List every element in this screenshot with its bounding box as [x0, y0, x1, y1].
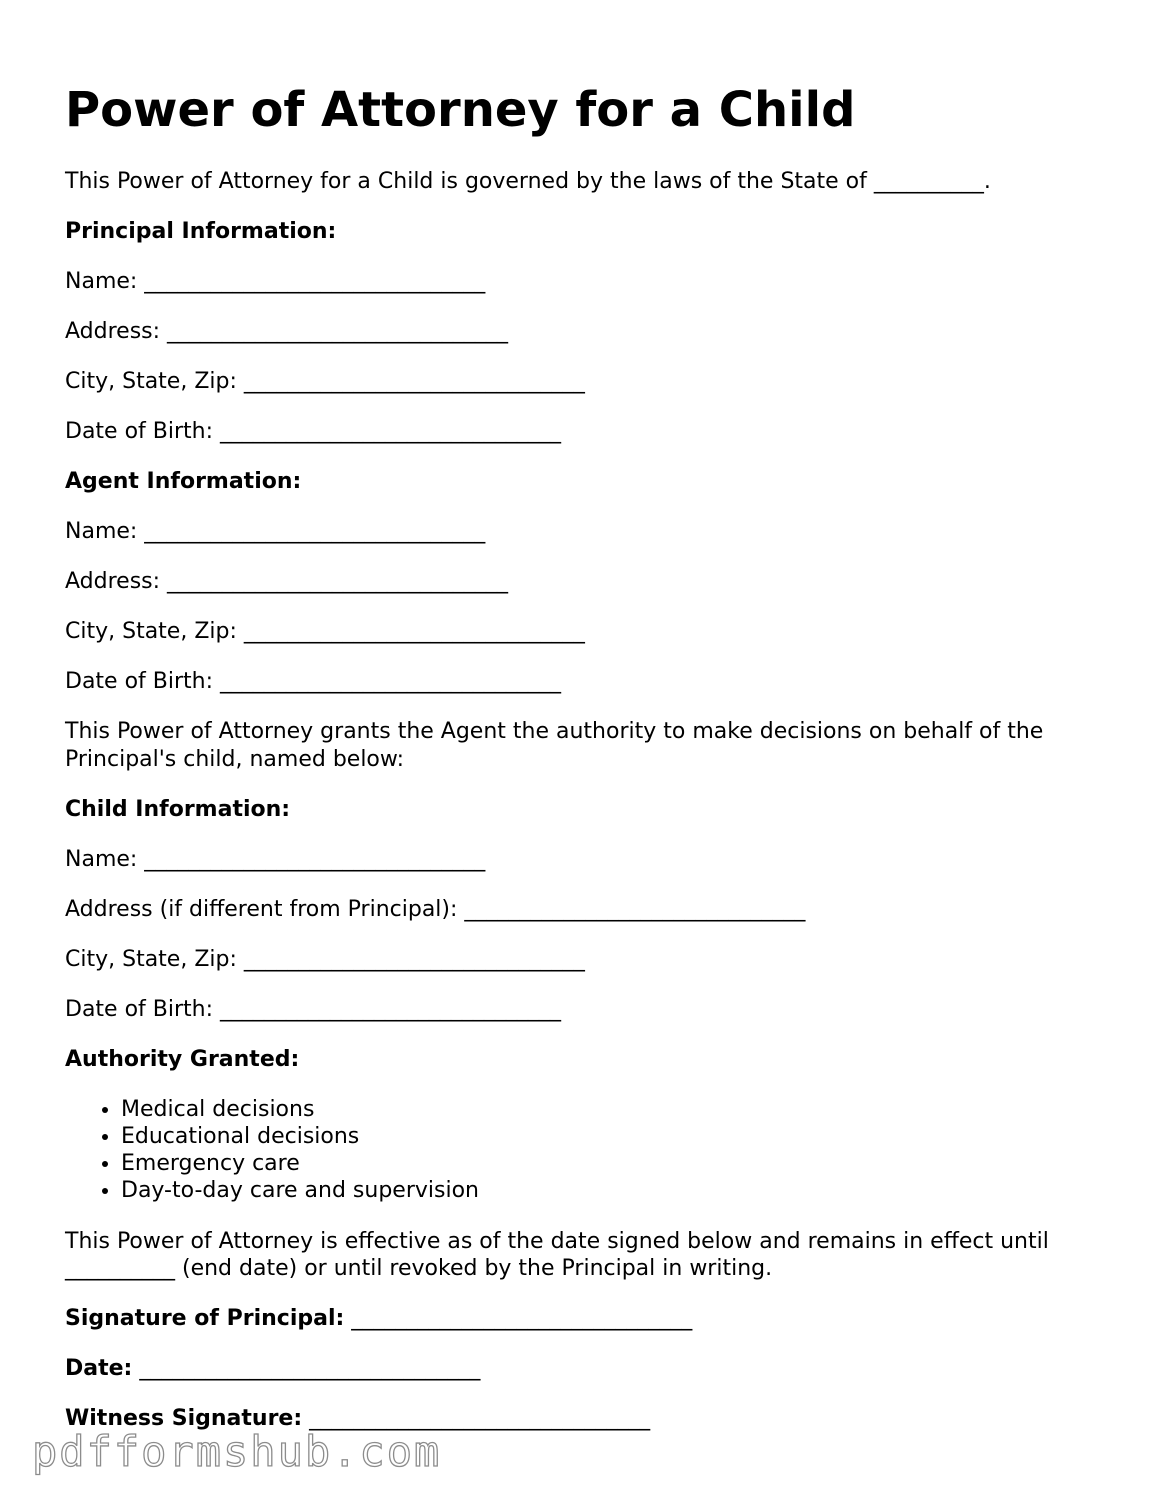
list-item: • Day-to-day care and supervision — [121, 1177, 479, 1204]
principal-heading: Principal Information: — [65, 219, 337, 244]
authority-list — [65, 1096, 479, 1204]
agent-address-field: Address: _______________________________ — [65, 569, 509, 594]
effective-text-line-2: __________ (end date) or until revoked by the Principal in writing. — [65, 1256, 773, 1281]
principal-city-state-zip-field: City, State, Zip: _______________________________ — [65, 369, 585, 394]
authority-heading: Authority Granted: — [65, 1047, 300, 1072]
witness-signature-line: _______________________________ — [309, 1406, 651, 1431]
date-label: Date: — [65, 1356, 133, 1381]
child-heading: Child Information: — [65, 797, 291, 822]
effective-text-line-1: This Power of Attorney is effective as of the date signed below and remains in effect until — [65, 1229, 1049, 1254]
grant-text-line-1: This Power of Attorney grants the Agent the authority to make decisions on behalf of the — [65, 719, 1044, 744]
grant-text-line-2: Principal's child, named below: — [65, 747, 405, 772]
list-item: • Medical decisions — [121, 1096, 479, 1123]
agent-dob-field: Date of Birth: _______________________________ — [65, 669, 561, 694]
page-title: Power of Attorney for a Child — [65, 82, 856, 138]
date-line: _______________________________ — [139, 1356, 481, 1381]
child-city-state-zip-field: City, State, Zip: _______________________________ — [65, 947, 585, 972]
child-dob-field: Date of Birth: _______________________________ — [65, 997, 561, 1022]
date-field — [65, 1355, 480, 1382]
agent-name-field: Name: _______________________________ — [65, 519, 486, 544]
witness-signature-label: Witness Signature: — [65, 1406, 303, 1431]
child-name-field: Name: _______________________________ — [65, 847, 486, 872]
principal-signature-field — [65, 1305, 692, 1332]
principal-signature-line: _______________________________ — [351, 1306, 693, 1331]
principal-address-field: Address: _______________________________ — [65, 319, 509, 344]
child-address-field: Address (if different from Principal): _______________________________ — [65, 897, 806, 922]
principal-name-field: Name: _______________________________ — [65, 269, 486, 294]
list-item: • Educational decisions — [121, 1123, 479, 1150]
governing-law-text: This Power of Attorney for a Child is governed by the laws of the State of __________. — [65, 169, 991, 194]
principal-dob-field: Date of Birth: _______________________________ — [65, 419, 561, 444]
list-item: • Emergency care — [121, 1150, 479, 1177]
principal-signature-label: Signature of Principal: — [65, 1306, 345, 1331]
watermark: pdfformshub.com — [32, 1427, 442, 1476]
agent-heading: Agent Information: — [65, 469, 302, 494]
agent-city-state-zip-field: City, State, Zip: _______________________________ — [65, 619, 585, 644]
